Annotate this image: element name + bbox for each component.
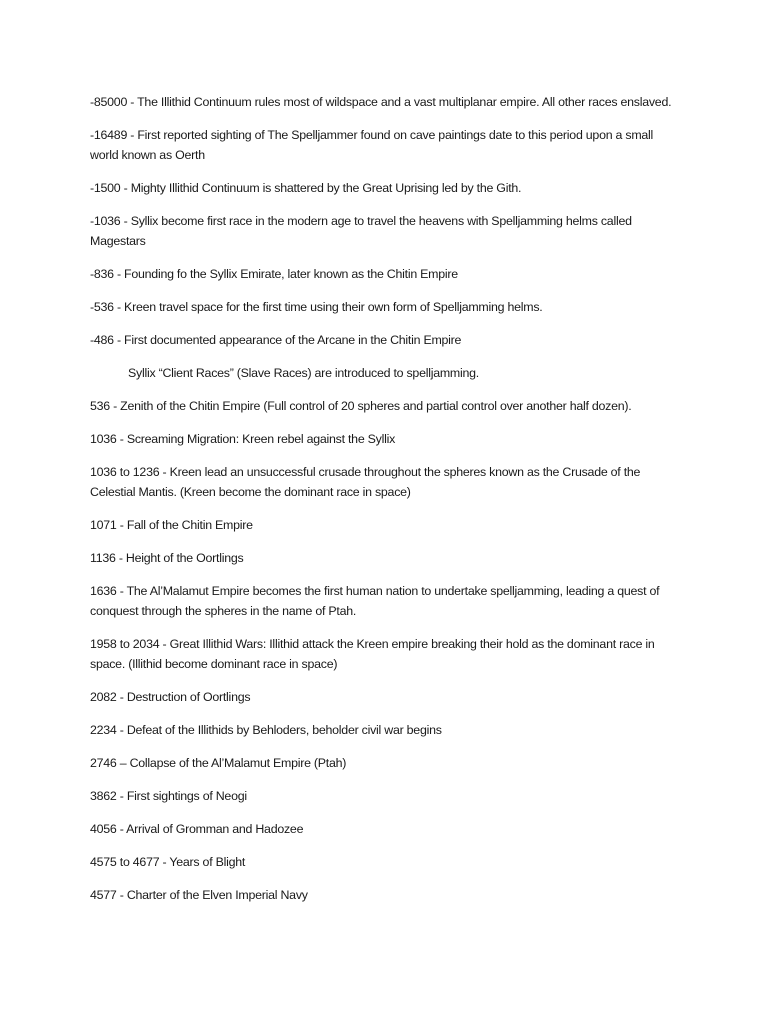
timeline-text <box>90 92 684 918</box>
timeline-entry: 1636 - The Al’Malamut Empire becomes the first human nation to undertake spelljamming, leading a quest of conquest through the spheres in the name of Ptah. <box>90 584 660 618</box>
timeline-entry: -536 - Kreen travel space for the first time using their own form of Spelljamming helms. <box>90 300 543 314</box>
timeline-entry: 2082 - Destruction of Oortlings <box>90 690 251 704</box>
timeline-entry: 536 - Zenith of the Chitin Empire (Full control of 20 spheres and partial control over another half dozen). <box>90 399 632 413</box>
timeline-entry: -1036 - Syllix become first race in the modern age to travel the heavens with Spelljamming helms called Magestars <box>90 214 632 248</box>
timeline-entry: 4056 - Arrival of Gromman and Hadozee <box>90 822 304 836</box>
timeline-entry: 1036 to 1236 - Kreen lead an unsuccessful crusade throughout the spheres known as the Crusade of the Celestial Mantis. (Kreen become the dominant race in space) <box>90 465 641 499</box>
timeline-entry: 3862 - First sightings of Neogi <box>90 789 247 803</box>
timeline-entry: 4577 - Charter of the Elven Imperial Navy <box>90 888 308 902</box>
timeline-entry: 1036 - Screaming Migration: Kreen rebel against the Syllix <box>90 432 396 446</box>
timeline-entry: 1958 to 2034 - Great Illithid Wars: Illithid attack the Kreen empire breaking their hold as the dominant race in space. (Illithid become dominant race in space) <box>90 637 655 671</box>
timeline-entry: -486 - First documented appearance of the Arcane in the Chitin Empire <box>90 333 462 347</box>
timeline-entry: -85000 - The Illithid Continuum rules most of wildspace and a vast multiplanar empire. All other races enslaved. <box>90 95 672 109</box>
timeline-entry: 1136 - Height of the Oortlings <box>90 551 244 565</box>
timeline-entry: 2234 - Defeat of the Illithids by Behloders, beholder civil war begins <box>90 723 442 737</box>
timeline-entry: 1071 - Fall of the Chitin Empire <box>90 518 253 532</box>
timeline-entry: -1500 - Mighty Illithid Continuum is shattered by the Great Uprising led by the Gith. <box>90 181 522 195</box>
timeline-entry: 2746 – Collapse of the Al’Malamut Empire (Ptah) <box>90 756 347 770</box>
timeline-entry: -16489 - First reported sighting of The Spelljammer found on cave paintings date to this period upon a small world known as Oerth <box>90 128 654 162</box>
timeline-entry: -836 - Founding fo the Syllix Emirate, later known as the Chitin Empire <box>90 267 458 281</box>
timeline-entry-indented: Syllix “Client Races” (Slave Races) are introduced to spelljamming. <box>128 366 479 380</box>
timeline-entry: 4575 to 4677 - Years of Blight <box>90 855 246 869</box>
